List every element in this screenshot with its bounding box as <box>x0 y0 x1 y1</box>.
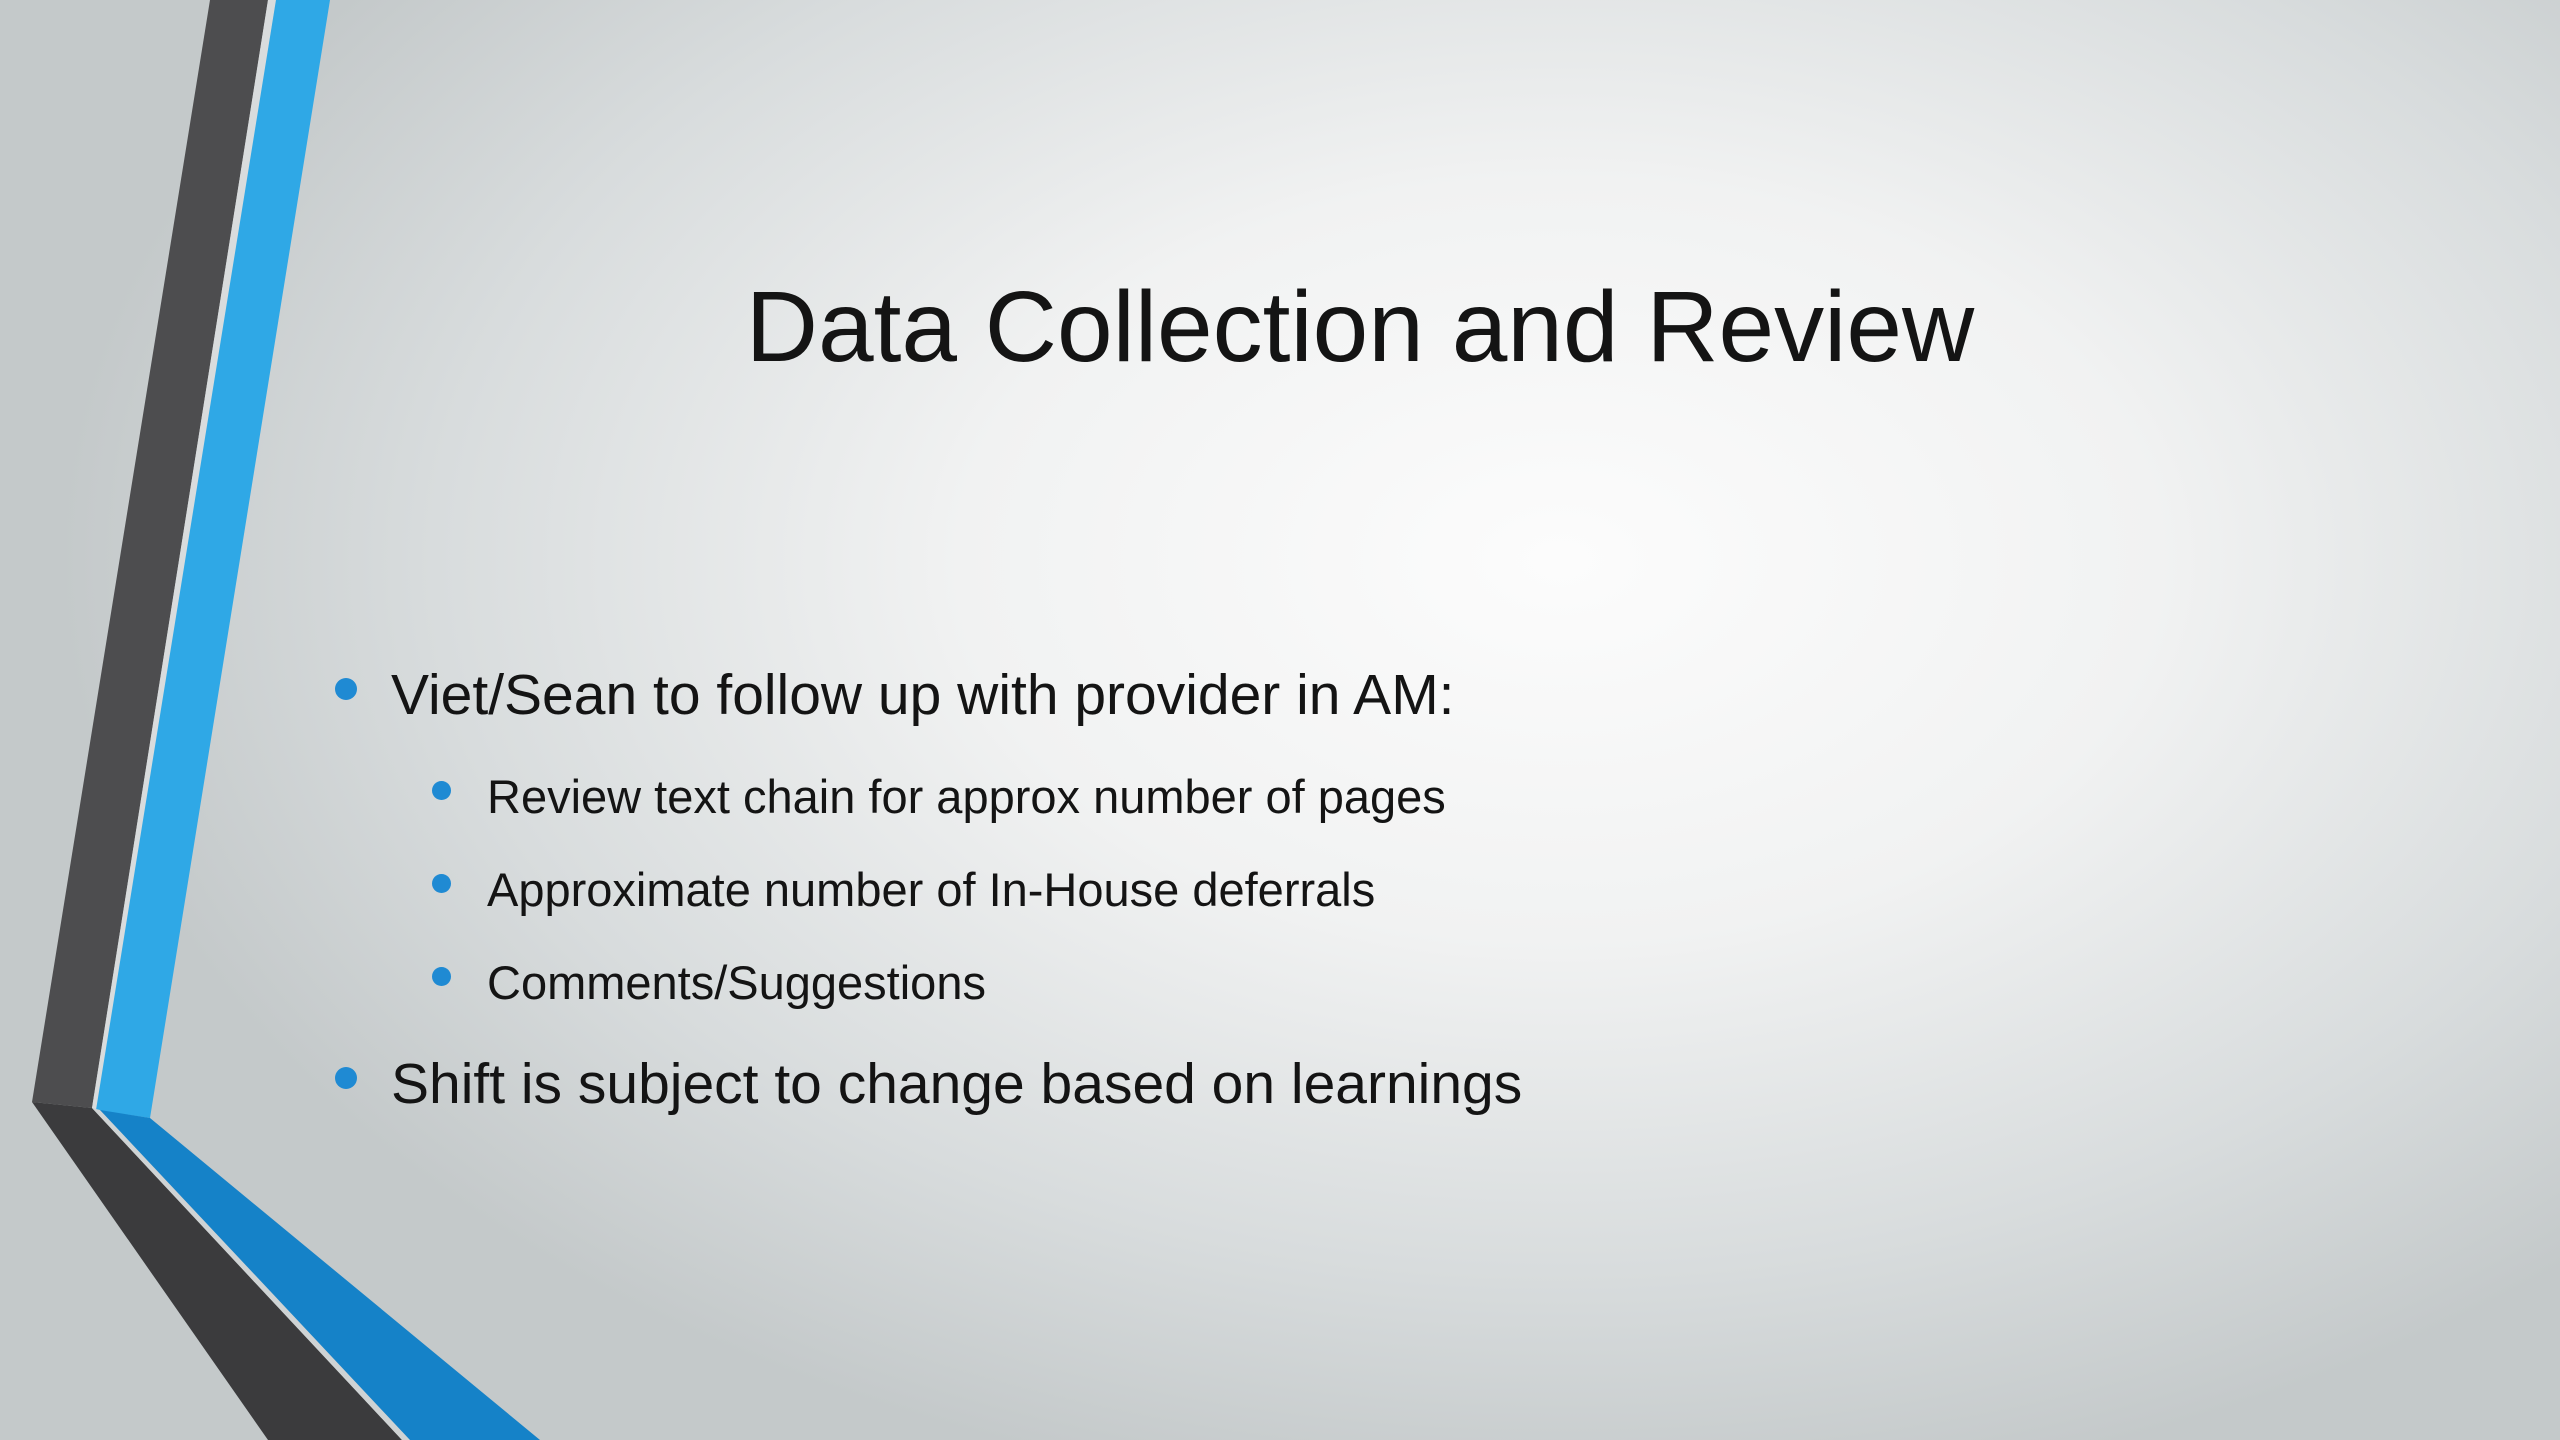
bullet-list <box>330 650 2230 1129</box>
sub-bullet-text: Review text chain for approx number of pages <box>487 770 1446 823</box>
bullet-item <box>330 1039 2230 1129</box>
bullet-text: Shift is subject to change based on learnings <box>391 1052 1523 1116</box>
bullet-dot-icon <box>432 967 451 986</box>
bullet-item <box>330 650 2230 740</box>
slide-title: Data Collection and Review <box>745 271 1975 383</box>
sub-bullet-item <box>330 750 2230 843</box>
bullet-dot-icon <box>335 678 357 700</box>
bullet-dot-icon <box>432 781 451 800</box>
bullet-text: Viet/Sean to follow up with provider in AM: <box>391 663 1455 727</box>
sub-bullet-text: Approximate number of In-House deferrals <box>487 863 1376 916</box>
bullet-dot-icon <box>335 1067 357 1089</box>
sub-bullet-item <box>330 843 2230 936</box>
accent-stripe-gray-lower <box>32 1102 402 1440</box>
bullet-dot-icon <box>432 874 451 893</box>
sub-bullet-text: Comments/Suggestions <box>487 956 986 1009</box>
sub-bullet-item <box>330 936 2230 1029</box>
